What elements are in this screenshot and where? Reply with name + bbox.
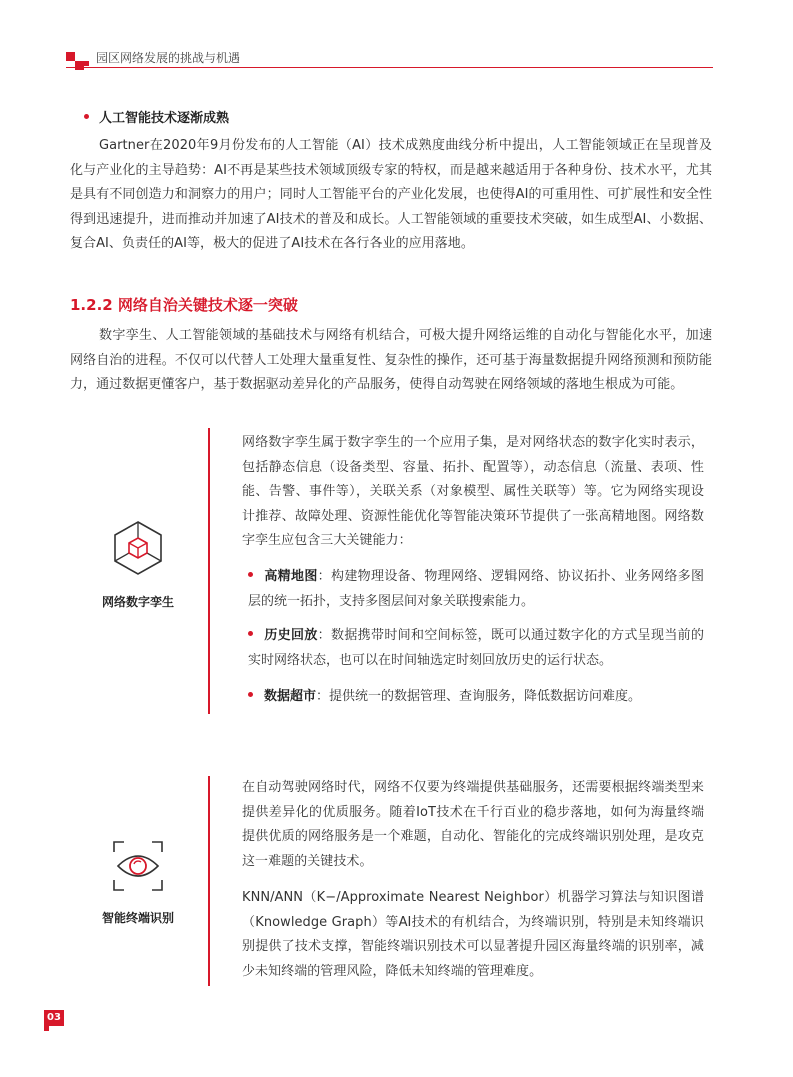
list-item: 数据超市：提供统一的数据管理、查询服务，降低数据访问难度。 xyxy=(248,685,704,710)
list-item: 历史回放：数据携带时间和空间标签，既可以通过数字化的方式呈现当前的实时网络状态，也可以在时间轴选定时刻回放历史的运行状态。 xyxy=(248,628,704,668)
header-title: 园区网络发展的挑战与机遇 xyxy=(96,51,241,65)
terminal-paragraph-1: 在自动驾驶网络时代，网络不仅要为终端提供基础服务，还需要根据终端类型来提供差异化的优质服务。随着IoT技术在千行百业的稳步落地，如何为海量终端提供优质的网络服务是一个难题，自动化、智能化的完成终端识别处理，是攻克这一难题的关键技术。 xyxy=(242,780,704,869)
list-item: 高精地图：构建物理设备、物理网络、逻辑网络、协议拓扑、业务网络多图层的统一拓扑，支持多图层间对象关联搜索能力。 xyxy=(248,569,704,609)
bullet-dot-icon xyxy=(248,692,253,697)
block-divider xyxy=(208,428,210,714)
page-number-badge xyxy=(44,1010,64,1032)
eye-scan-icon xyxy=(110,838,166,894)
section-paragraph: 数字孪生、人工智能领域的基础技术与网络有机结合，可极大提升网络运维的自动化与智能化水平，加速网络自治的进程。不仅可以代替人工处理大量重复性、复杂性的操作，还可基于海量数据提升网络预测和预防能力，通过数据更懂客户，基于数据驱动差异化的产品服务，使得自动驾驶在网络领域的落地生根成为可能。 xyxy=(70,328,712,392)
digital-twin-intro: 网络数字孪生属于数字孪生的一个应用子集，是对网络状态的数字化实时表示，包括静态信息（设备类型、容量、拓扑、配置等），动态信息（流量、表项、性能、告警、事件等），关联关系（对象模型、属性关联等）等。它为网络实现设计推荐、故障处理、资源性能优化等智能决策环节提供了一张高精地图。网络数字孪生应包含三大关键能力： xyxy=(242,435,704,548)
bullet-dot-icon xyxy=(248,572,253,577)
header-divider xyxy=(66,67,713,68)
terminal-paragraph-2: KNN/ANN（K−/Approximate Nearest Neighbor）机器学习算法与知识图谱（Knowledge Graph）等AI技术的有机结合，为终端识别，特别是未知终端识别提供了技术支撑，智能终端识别技术可以显著提升园区海量终端的识别率，减少未知终端的管理风险，降低未知终端的管理难度。 xyxy=(242,890,704,979)
page-number: 03 xyxy=(44,1010,64,1026)
ai-paragraph: Gartner在2020年9月份发布的人工智能（AI）技术成熟度曲线分析中提出，人工智能领域正在呈现普及化与产业化的主导趋势：AI不再是某些技术领域顶级专家的特权，而是越来越适用于各种身份、技术水平，尤其是具有不同创造力和洞察力的用户；同时人工智能平台的产业化发展，也使得AI的可重用性、可扩展性和安全性得到迅速提升，进而推动并加速了AI技术的普及和成长。人工智能领域的重要技术突破，如生成型AI、小数据、复合AI、负责任的AI等，极大的促进了AI技术在各行各业的应用落地。 xyxy=(70,138,712,251)
terminal-recognition-label: 智能终端识别 xyxy=(101,911,174,925)
digital-twin-label: 网络数字孪生 xyxy=(101,595,174,609)
bullet-dot-icon xyxy=(84,114,89,119)
block-divider xyxy=(208,776,210,986)
cube-in-hexagon-icon xyxy=(108,518,168,578)
bullet-dot-icon xyxy=(248,631,253,636)
ai-section-title: 人工智能技术逐渐成熟 xyxy=(84,110,229,128)
section-heading: 1.2.2 网络自治关键技术逐一突破 xyxy=(70,296,298,314)
